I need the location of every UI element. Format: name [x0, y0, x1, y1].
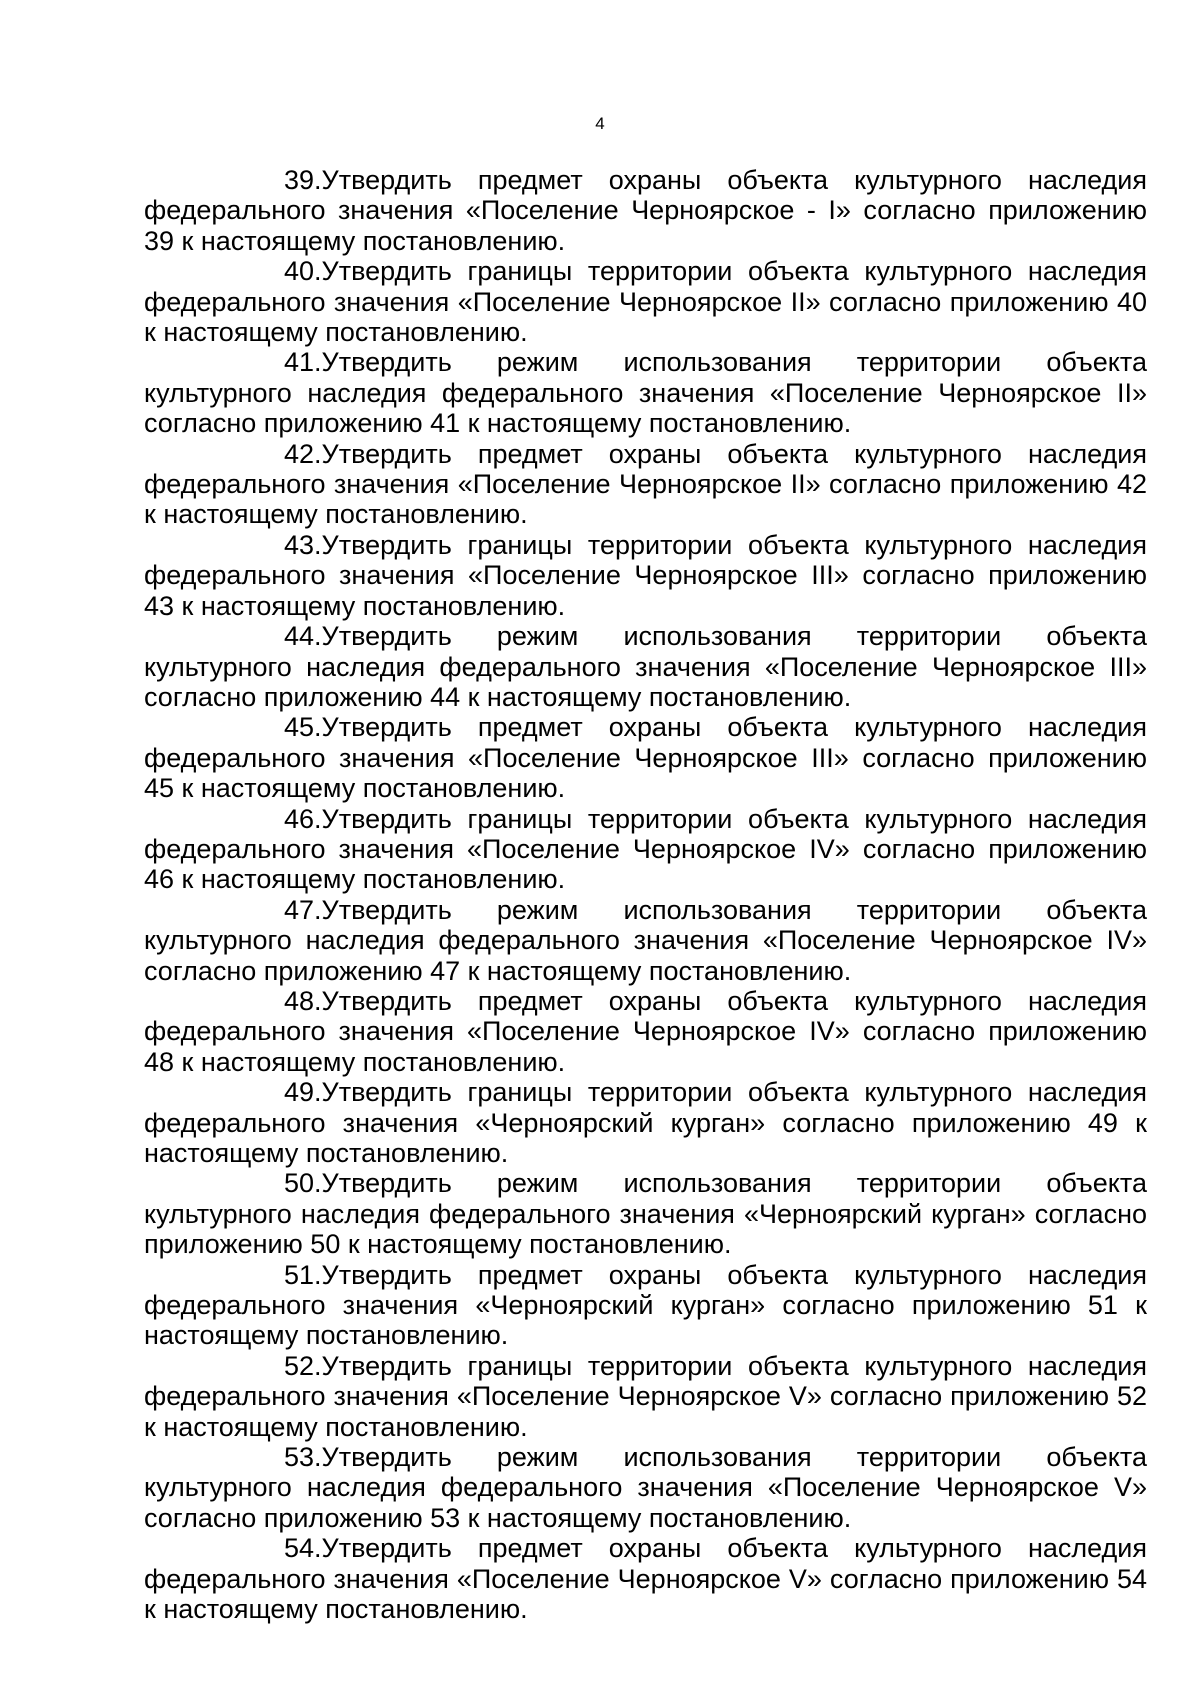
list-item — [144, 804, 1147, 895]
item-text: Утвердить границы территории объекта культурного наследия федерального значения «Поселение Черноярское IV» согласно приложению 46 к настоящему постановлению. — [144, 803, 1147, 895]
item-text: Утвердить режим использования территории объекта культурного наследия федерального значения «Поселение Черноярское IV» согласно приложению 47 к настоящему постановлению. — [144, 894, 1147, 986]
item-number: 49. — [284, 1077, 322, 1108]
item-number: 53. — [284, 1442, 322, 1473]
item-number: 48. — [284, 985, 322, 1016]
item-text: Утвердить границы территории объекта культурного наследия федерального значения «Поселение Черноярское II» согласно приложению 40 к настоящему постановлению. — [144, 256, 1147, 348]
list-item — [144, 1442, 1147, 1533]
list-item — [144, 895, 1147, 986]
list-item — [144, 1533, 1147, 1624]
page-number: 4 — [595, 114, 605, 133]
item-text: Утвердить границы территории объекта культурного наследия федерального значения «Черноярский курган» согласно приложению 49 к настоящему постановлению. — [144, 1077, 1147, 1168]
list-item — [144, 165, 1147, 256]
item-number: 46. — [284, 803, 322, 834]
item-text: Утвердить границы территории объекта культурного наследия федерального значения «Поселение Черноярское V» согласно приложению 52 к настоящему постановлению. — [144, 1350, 1147, 1442]
list-item — [144, 1077, 1147, 1168]
item-text: Утвердить режим использования территории объекта культурного наследия федерального значения «Черноярский курган» согласно приложению 50 к настоящему постановлению. — [144, 1168, 1147, 1260]
list-item — [144, 347, 1147, 438]
item-text: Утвердить режим использования территории объекта культурного наследия федерального значения «Поселение Черноярское V» согласно приложению 53 к настоящему постановлению. — [144, 1442, 1147, 1533]
item-number: 52. — [284, 1350, 322, 1381]
list-item — [144, 712, 1147, 803]
document-body — [144, 165, 1147, 1625]
item-text: Утвердить режим использования территории объекта культурного наследия федерального значения «Поселение Черноярское II» согласно приложению 41 к настоящему постановлению. — [144, 347, 1147, 439]
list-item — [144, 986, 1147, 1077]
item-number: 50. — [284, 1168, 322, 1199]
list-item — [144, 1260, 1147, 1351]
item-text: Утвердить предмет охраны объекта культурного наследия федерального значения «Черноярский курган» согласно приложению 51 к настоящему постановлению. — [144, 1259, 1147, 1351]
item-number: 51. — [284, 1259, 322, 1290]
item-text: Утвердить границы территории объекта культурного наследия федерального значения «Поселение Черноярское III» согласно приложению 43 к настоящему постановлению. — [144, 529, 1147, 621]
item-text: Утвердить предмет охраны объекта культурного наследия федерального значения «Поселение Черноярское III» согласно приложению 45 к настоящему постановлению. — [144, 712, 1147, 804]
item-text: Утвердить предмет охраны объекта культурного наследия федерального значения «Поселение Черноярское - I» согласно приложению 39 к настоящему постановлению. — [144, 165, 1147, 256]
item-number: 45. — [284, 712, 322, 743]
item-number: 41. — [284, 347, 322, 378]
item-number: 42. — [284, 438, 322, 469]
item-text: Утвердить предмет охраны объекта культурного наследия федерального значения «Поселение Черноярское II» согласно приложению 42 к настоящему постановлению. — [144, 438, 1147, 530]
list-item — [144, 1168, 1147, 1259]
item-number: 39. — [284, 165, 322, 195]
item-text: Утвердить предмет охраны объекта культурного наследия федерального значения «Поселение Черноярское V» согласно приложению 54 к настоящему постановлению. — [144, 1533, 1147, 1625]
list-item — [144, 530, 1147, 621]
item-number: 54. — [284, 1533, 322, 1564]
list-item — [144, 1351, 1147, 1442]
item-number: 44. — [284, 621, 322, 652]
item-number: 47. — [284, 894, 322, 925]
item-number: 40. — [284, 256, 322, 287]
item-text: Утвердить режим использования территории объекта культурного наследия федерального значения «Поселение Черноярское III» согласно приложению 44 к настоящему постановлению. — [144, 621, 1147, 712]
list-item — [144, 439, 1147, 530]
list-item — [144, 621, 1147, 712]
item-number: 43. — [284, 529, 322, 560]
item-text: Утвердить предмет охраны объекта культурного наследия федерального значения «Поселение Черноярское IV» согласно приложению 48 к настоящему постановлению. — [144, 985, 1147, 1077]
list-item — [144, 256, 1147, 347]
